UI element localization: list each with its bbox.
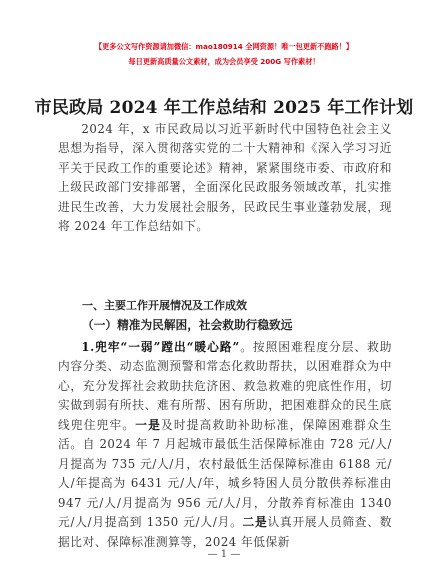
item-bold-marker-2: 二是 <box>242 515 268 530</box>
item-title: 1.兜牢“一弱”蹚出“暖心路” <box>81 340 240 354</box>
page-number: — 1 — <box>207 549 241 560</box>
intro-paragraph: 2024 年，x 市民政局以习近平新时代中国特色社会主义思想为指导，深入贯彻落实党的二十大精神和《深入学习习近平关于民政工作的重要论述》精神，紧紧围绕市委、市政府和上级民政部门安排部署，全面深化民政服务领域改革，扎实推进民生改善，大力发展社会服务，民政民生事业蓬勃发展，现将 2024 年工作总结如下。 <box>58 122 392 234</box>
item-text-a: 。按照困难程度分层、救助内容分类、动态监测预警和常态化救助帮扶，以困难群众为中心，充分发挥社会救助扶危济困、救急救难的兜底性作用，切实做到弱有所扶、难有所帮、困有所助，把困难群众的民生底线兜住兜牢。 <box>58 340 393 432</box>
item-text-b: 及时提高救助补助标准，保障困难群众生活。自 2024 年 7 月起城市最低生活保障标准由 728 元/人/月提高为 735 元/人/月，农村最低生活保障标准由 6188 元/人/年提高为 6431 元/人/年，城乡特困人员分散供养标准由 947 元/人/月提高为 956 元/人/月，分散养育标准由 1340 元/人/月提高到 1350 元/人/月。 <box>58 417 392 530</box>
promo-banner-line-1: 【更多公文写作资源请加微信：mao180914 全网资源！唯一包更新不跑路！】 <box>94 42 354 51</box>
item-text-c: 认真开展人员筛查、数据比对、保障标准测算等，2024 年低保新 <box>58 515 392 549</box>
body-paragraph-1 <box>58 338 392 552</box>
promo-banner-line-2: 每日更新高质量公文素材，成为会员享受 200G 写作素材！ <box>128 57 320 66</box>
section-heading: 一、主要工作开展情况及工作成效 <box>82 299 247 312</box>
subsection-heading: （一）精准为民解困，社会救助行稳致远 <box>82 318 293 332</box>
document-title: 市民政局 2024 年工作总结和 2025 年工作计划 <box>34 98 414 118</box>
item-bold-marker-1: 一是 <box>135 417 161 432</box>
